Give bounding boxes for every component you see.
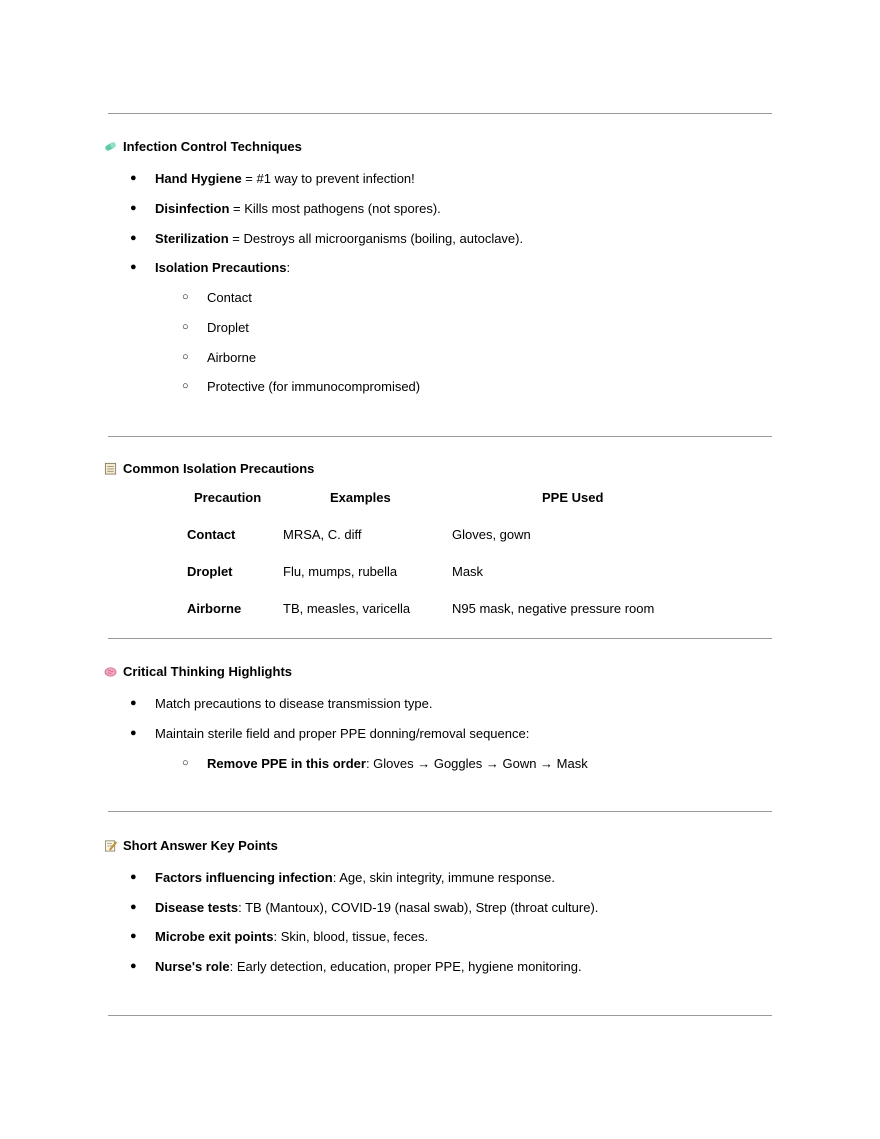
section-title: Common Isolation Precautions (123, 460, 315, 476)
table-cell: Mask (452, 564, 484, 579)
bullet: ● (130, 261, 137, 273)
sub-list-item: Contact (207, 290, 252, 305)
brain-icon (104, 665, 117, 678)
list-item (155, 260, 290, 275)
section-heading-isolation-precautions (104, 460, 314, 476)
table-cell: N95 mask, negative pressure room (452, 601, 655, 616)
list-item (155, 929, 428, 944)
divider (108, 113, 772, 114)
list-item: Maintain sterile field and proper PPE donning/removal sequence: (155, 726, 530, 741)
description: = #1 way to prevent infection! (241, 171, 415, 186)
section-title: Short Answer Key Points (123, 837, 278, 853)
description: : (286, 260, 291, 275)
divider (108, 811, 772, 812)
description: = Kills most pathogens (not spores). (229, 201, 441, 216)
term: Hand Hygiene (155, 171, 242, 186)
section-heading-critical-thinking (104, 663, 292, 679)
description: : TB (Mantoux), COVID-19 (nasal swab), Strep (throat culture). (238, 900, 599, 915)
description: : Skin, blood, tissue, feces. (273, 929, 429, 944)
term: Remove PPE in this order (207, 756, 366, 771)
description: : Early detection, education, proper PPE, hygiene monitoring. (229, 959, 582, 974)
section-heading-infection-control (104, 138, 302, 154)
description: : Gloves → Goggles → Gown → Mask (365, 756, 588, 771)
description: = Destroys all microorganisms (boiling, autoclave). (228, 231, 524, 246)
bullet: ○ (182, 321, 189, 333)
clipboard-icon (104, 462, 117, 475)
bullet: ○ (182, 291, 189, 303)
list-item (155, 231, 523, 246)
bullet: ● (130, 930, 137, 942)
memo-icon (104, 839, 117, 852)
divider (108, 436, 772, 437)
table-cell: Gloves, gown (452, 527, 531, 542)
list-item (155, 900, 598, 915)
term: Isolation Precautions (155, 260, 287, 275)
list-item (155, 171, 415, 186)
bullet: ● (130, 871, 137, 883)
sub-list-item: Airborne (207, 350, 257, 365)
sub-list-item (207, 756, 588, 771)
sub-list-item: Droplet (207, 320, 249, 335)
pill-icon (104, 140, 117, 153)
table-cell: TB, measles, varicella (283, 601, 411, 616)
term: Disease tests (155, 900, 239, 915)
term: Microbe exit points (155, 929, 274, 944)
section-heading-short-answer (104, 837, 278, 853)
table-cell: Airborne (187, 601, 242, 616)
table-cell: Flu, mumps, rubella (283, 564, 398, 579)
bullet: ● (130, 727, 137, 739)
list-item (155, 959, 582, 974)
bullet: ● (130, 901, 137, 913)
table-header: Precaution (194, 490, 262, 505)
divider (108, 638, 772, 639)
table-cell: MRSA, C. diff (283, 527, 362, 542)
table-cell: Droplet (187, 564, 233, 579)
bullet: ○ (182, 757, 189, 769)
term: Sterilization (155, 231, 229, 246)
bullet: ● (130, 172, 137, 184)
section-title: Critical Thinking Highlights (123, 663, 292, 679)
bullet: ● (130, 697, 137, 709)
list-item (155, 870, 555, 885)
term: Disinfection (155, 201, 230, 216)
divider (108, 1015, 772, 1016)
term: Factors influencing infection (155, 870, 333, 885)
bullet: ● (130, 232, 137, 244)
description: : Age, skin integrity, immune response. (332, 870, 555, 885)
bullet: ● (130, 960, 137, 972)
bullet: ● (130, 202, 137, 214)
term: Nurse's role (155, 959, 230, 974)
table-cell: Contact (187, 527, 236, 542)
bullet: ○ (182, 351, 189, 363)
section-title: Infection Control Techniques (123, 138, 302, 154)
table-header: Examples (330, 490, 391, 505)
sub-list-item: Protective (for immunocompromised) (207, 379, 421, 394)
bullet: ○ (182, 380, 189, 392)
table-header: PPE Used (542, 490, 604, 505)
list-item (155, 201, 441, 216)
list-item: Match precautions to disease transmission type. (155, 696, 433, 711)
